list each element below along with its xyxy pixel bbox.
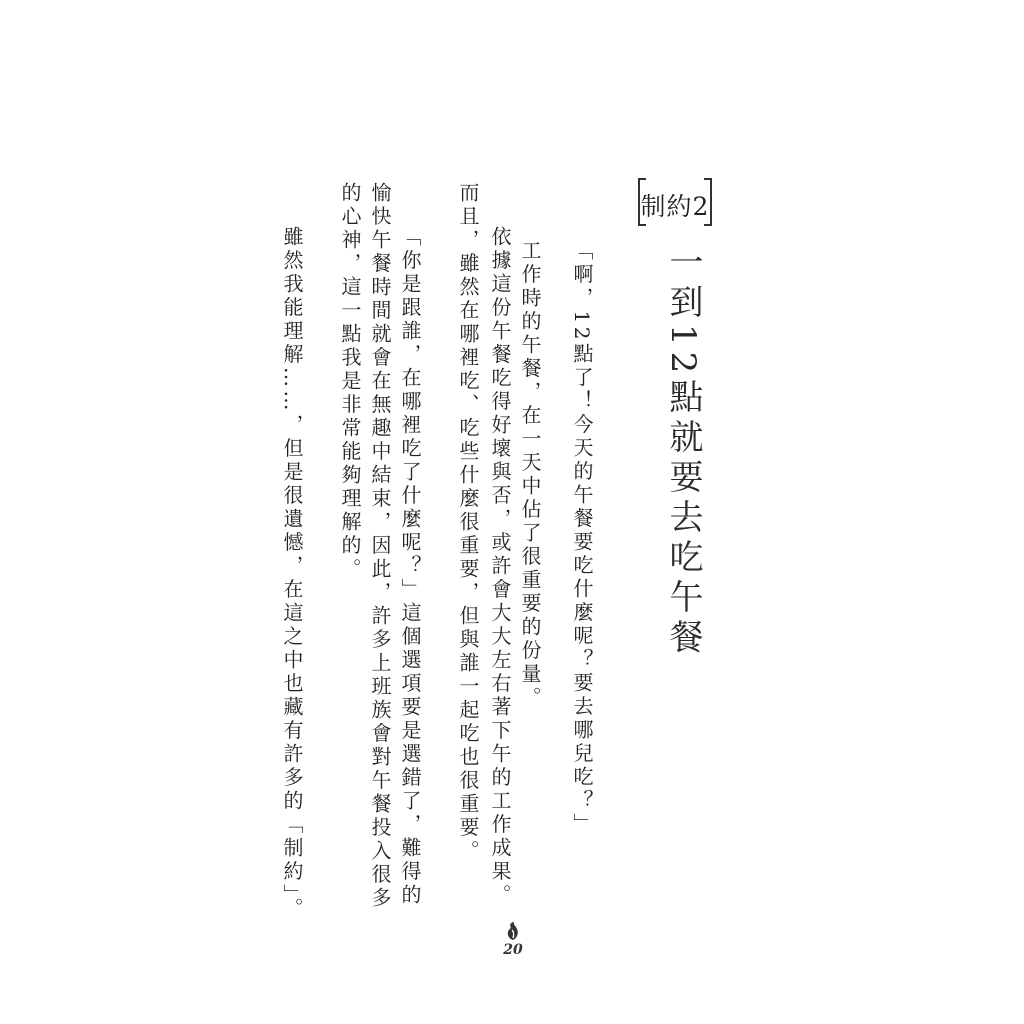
paragraph-line: 而且，雖然在哪裡吃、吃些什麼很重要，但與誰一起吃也很重要。 bbox=[456, 182, 480, 864]
paragraph-dialogue: 「啊，12點了！今天的午餐要吃什麼呢？要去哪兒吃？」 bbox=[570, 240, 594, 837]
paragraph-line: 雖然我能理解……，但是很遺憾，在這之中也藏有許多的「制約」。 bbox=[280, 226, 304, 921]
chapter-label: 制約2 bbox=[640, 192, 710, 221]
paragraph-line: 依據這份午餐吃得好壞與否，或許會大大左右著下午的工作成果。 bbox=[488, 226, 512, 908]
paragraph-line: 的心神，這一點我是非常能夠理解的。 bbox=[338, 182, 362, 582]
leaf-ornament-icon bbox=[503, 920, 523, 942]
page-number: 20 bbox=[503, 942, 523, 958]
paragraph-line: 愉快午餐時間就會在無趣中結束，因此，許多上班族會對午餐投入很多 bbox=[368, 182, 392, 911]
chapter-title: 一到12點就要去吃午餐 bbox=[663, 244, 703, 660]
chapter-label-box bbox=[638, 178, 712, 226]
paragraph-line: 工作時的午餐，在一天中佔了很重要的份量。 bbox=[518, 240, 542, 710]
paragraph-line: 「你是跟誰，在哪裡吃了什麼呢？」這個選項要是選錯了，難得的 bbox=[398, 226, 422, 908]
